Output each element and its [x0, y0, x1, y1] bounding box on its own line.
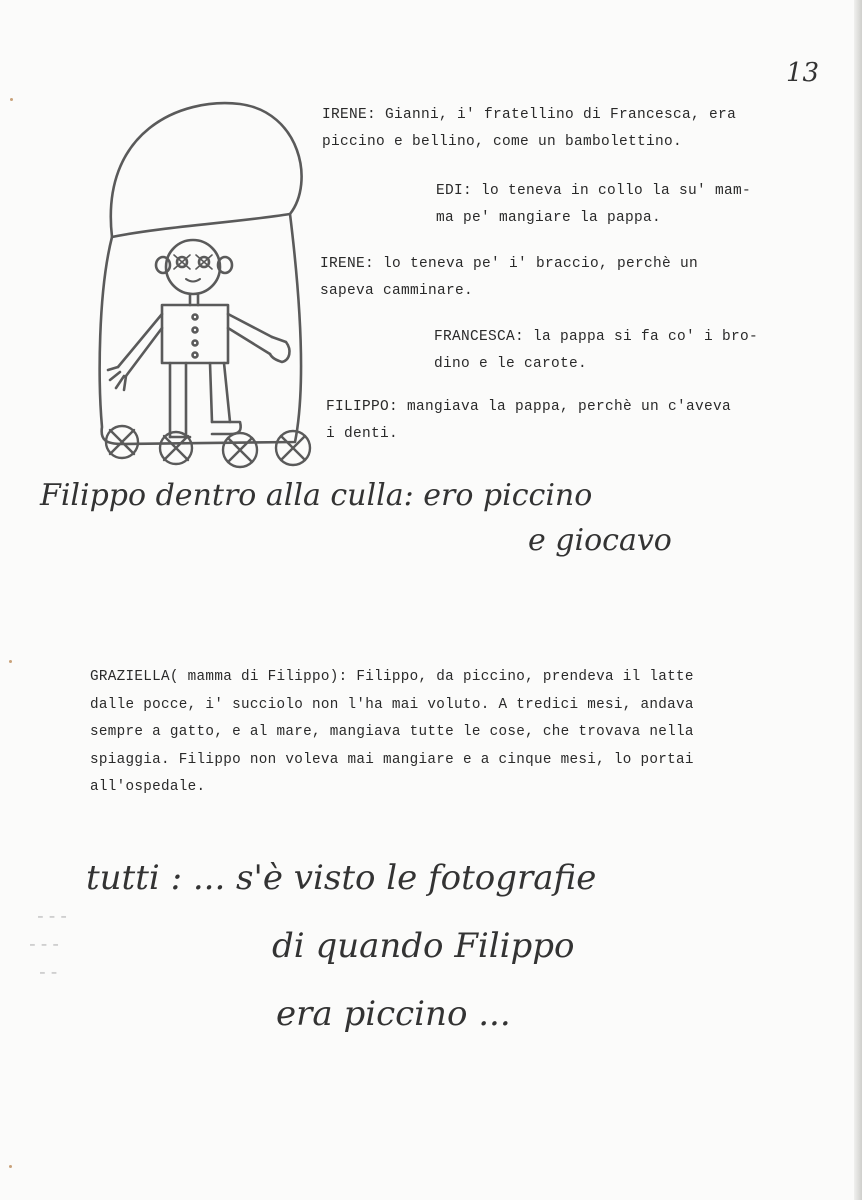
dialogue-filippo: FILIPPO: mangiava la pappa, perchè un c'aveva i denti. [326, 399, 732, 442]
closing-line-2: di quando Filippo [272, 926, 575, 966]
paper-speck [9, 660, 12, 663]
paper-speck [10, 98, 13, 101]
caption-line-1: Filippo dentro alla culla: ero piccino [40, 478, 593, 513]
dialogue-francesca: FRANCESCA: la pappa si fa co' i bro- dino e le carote. [434, 329, 759, 372]
dialogue-irene-2: IRENE: lo teneva pe' i' braccio, perchè un sapeva camminare. [320, 256, 699, 299]
closing-line-1: tutti : ... s'è visto le fotografie [86, 858, 597, 898]
paper-edge [854, 0, 862, 1200]
graziella-paragraph: GRAZIELLA( mamma di Filippo): Filippo, da piccino, prendeva il latte dalle pocce, i' succiolo non l'ha mai voluto. A tredici mesi, andava sempre a gatto, e al mare, mangiava tutte le cose, che trovava nella spiaggia. Filippo non voleva mai mangiare e a cinque mesi, lo portai all'ospedale. [90, 669, 694, 795]
bleed-through-mark: ▬ ▬ ▬ [30, 940, 60, 949]
bleed-through-mark: ▬ ▬ ▬ [38, 912, 68, 921]
dialogue-irene-1: IRENE: Gianni, i' fratellino di Francesca, era piccino e bellino, come un bambolettino. [322, 107, 737, 150]
closing-line-3: era piccino ... [276, 994, 511, 1034]
bleed-through-mark: ▬ ▬ [40, 968, 58, 977]
caption-line-2: e giocavo [528, 523, 672, 558]
child-drawing-cradle [90, 92, 320, 482]
paper-speck [9, 1165, 12, 1168]
dialogue-edi: EDI: lo teneva in collo la su' mam- ma pe' mangiare la pappa. [436, 183, 752, 226]
page-number: 13 [786, 58, 820, 88]
